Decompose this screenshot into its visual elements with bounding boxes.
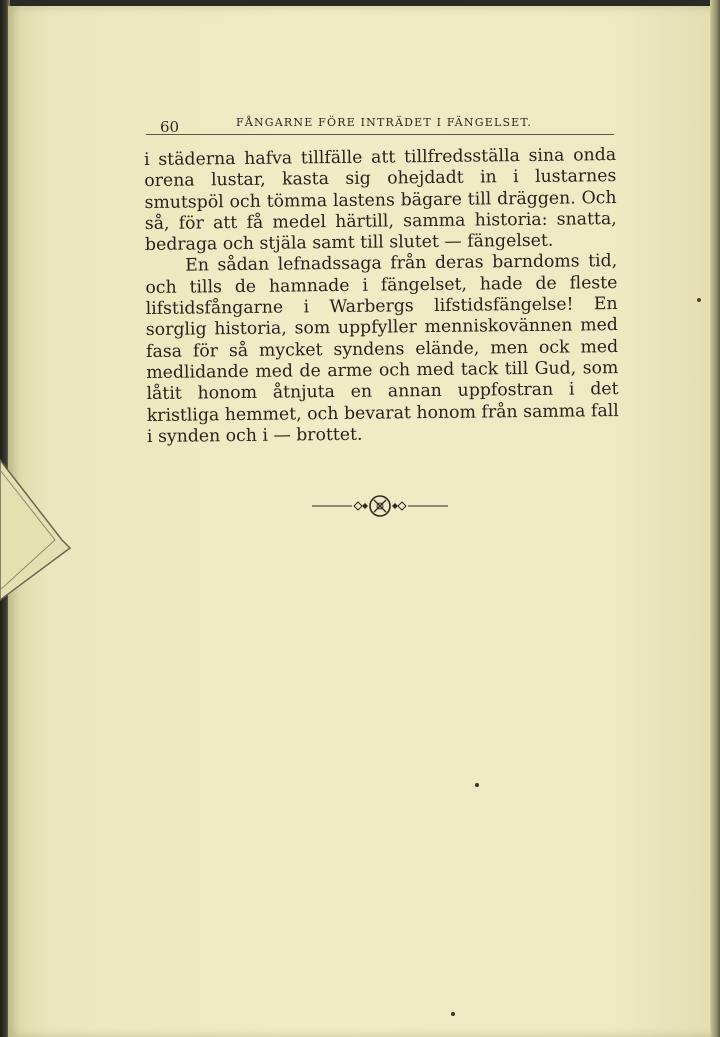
running-title: FÅNGARNE FÖRE INTRÄDET I FÄNGELSET. [236,116,533,129]
ink-speck [697,298,701,302]
paragraph-2: En sådan lefnadssaga från deras barndoms tid, och tills de hamnade i fängelset, hade de fleste lifstidsfångarne i Warbergs lifstidsfängelse! En sorglig historia, som uppfyller menniskovännen med fasa för så mycket syndens elände, men ock med medlidande med de arme och med tack till Gud, som låtit honom åtnjuta en annan uppfostran i det kristliga hemmet, och bevarat honom från samma fall i synden och i — brottet. [145,251,619,447]
ink-speck [475,783,479,787]
page-edge [710,0,720,1037]
body-text [144,145,619,448]
page-number: 60 [160,118,180,136]
folded-page-corner [0,440,80,620]
ink-speck [451,1012,455,1016]
page-header [146,112,614,135]
paragraph-1: i städerna hafva tillfälle att tillfredsställa sina onda orena lustar, kasta sig ohejdadt in i lustarnes smutspöl och tömma lastens bägare till dräggen. Och så, för att få medel härtill, samma historia: snatta, bedraga och stjäla samt till slutet — fängelset. [144,145,617,256]
ornament-vignette-icon [312,492,448,520]
